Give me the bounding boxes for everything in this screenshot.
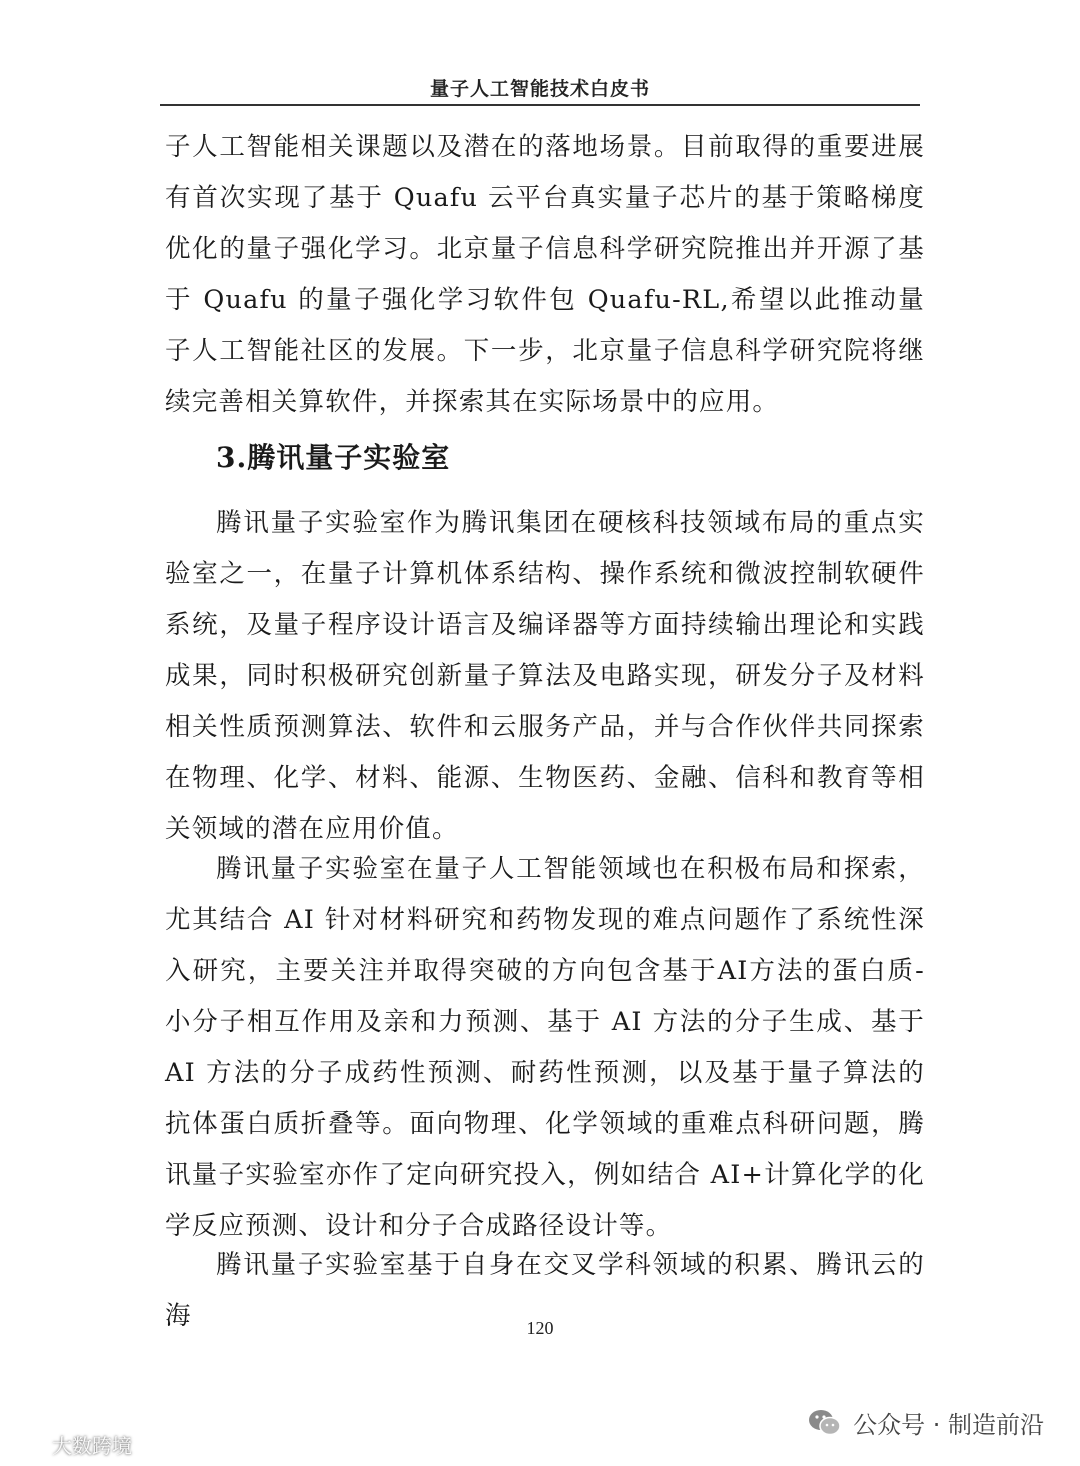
watermark-left xyxy=(10,1430,132,1459)
logo-rings-icon xyxy=(10,1434,48,1456)
paragraph-4: 腾讯量子实验室基于自身在交叉学科领域的积累、腾讯云的海 xyxy=(165,1250,925,1331)
wechat-icon xyxy=(807,1408,843,1438)
watermark-right xyxy=(807,1405,1044,1440)
watermark-left-text: 大数跨境 xyxy=(52,1434,132,1458)
paragraph-1: 子人工智能相关课题以及潜在的落地场景。目前取得的重要进展有首次实现了基于 Quafu 云平台真实量子芯片的基于策略梯度优化的量子强化学习。北京量子信息科学研究院推出并开源了基于 Quafu 的量子强化学习软件包 Quafu-RL,希望以此推动量子人工智能社区的发展。下一步，北京量子信息科学研究院将继续完善相关算软件，并探索其在实际场景中的应用。 xyxy=(165,132,925,417)
page-header-title: 量子人工智能技术白皮书 xyxy=(429,78,650,100)
paragraph-3: 腾讯量子实验室在量子人工智能领域也在积极布局和探索，尤其结合 AI 针对材料研究和药物发现的难点问题作了系统性深入研究，主要关注并取得突破的方向包含基于AI方法的蛋白质-小分子相互作用及亲和力预测、基于 AI 方法的分子生成、基于 AI 方法的分子成药性预测、耐药性预测，以及基于量子算法的抗体蛋白质折叠等。面向物理、化学领域的重难点科研问题，腾讯量子实验室亦作了定向研究投入，例如结合 AI+计算化学的化学反应预测、设计和分子合成路径设计等。 xyxy=(165,854,925,1241)
watermark-right-text: 公众号 · 制造前沿 xyxy=(853,1411,1044,1439)
header-rule xyxy=(160,104,920,106)
paragraph-2: 腾讯量子实验室作为腾讯集团在硬核科技领域布局的重点实验室之一，在量子计算机体系结构、操作系统和微波控制软硬件系统，及量子程序设计语言及编译器等方面持续输出理论和实践成果，同时积极研究创新量子算法及电路实现，研发分子及材料相关性质预测算法、软件和云服务产品，并与合作伙伴共同探索在物理、化学、材料、能源、生物医药、金融、信科和教育等相关领域的潜在应用价值。 xyxy=(165,508,925,844)
section-heading: 3.腾讯量子实验室 xyxy=(216,441,451,474)
page-number: 120 xyxy=(526,1318,554,1338)
